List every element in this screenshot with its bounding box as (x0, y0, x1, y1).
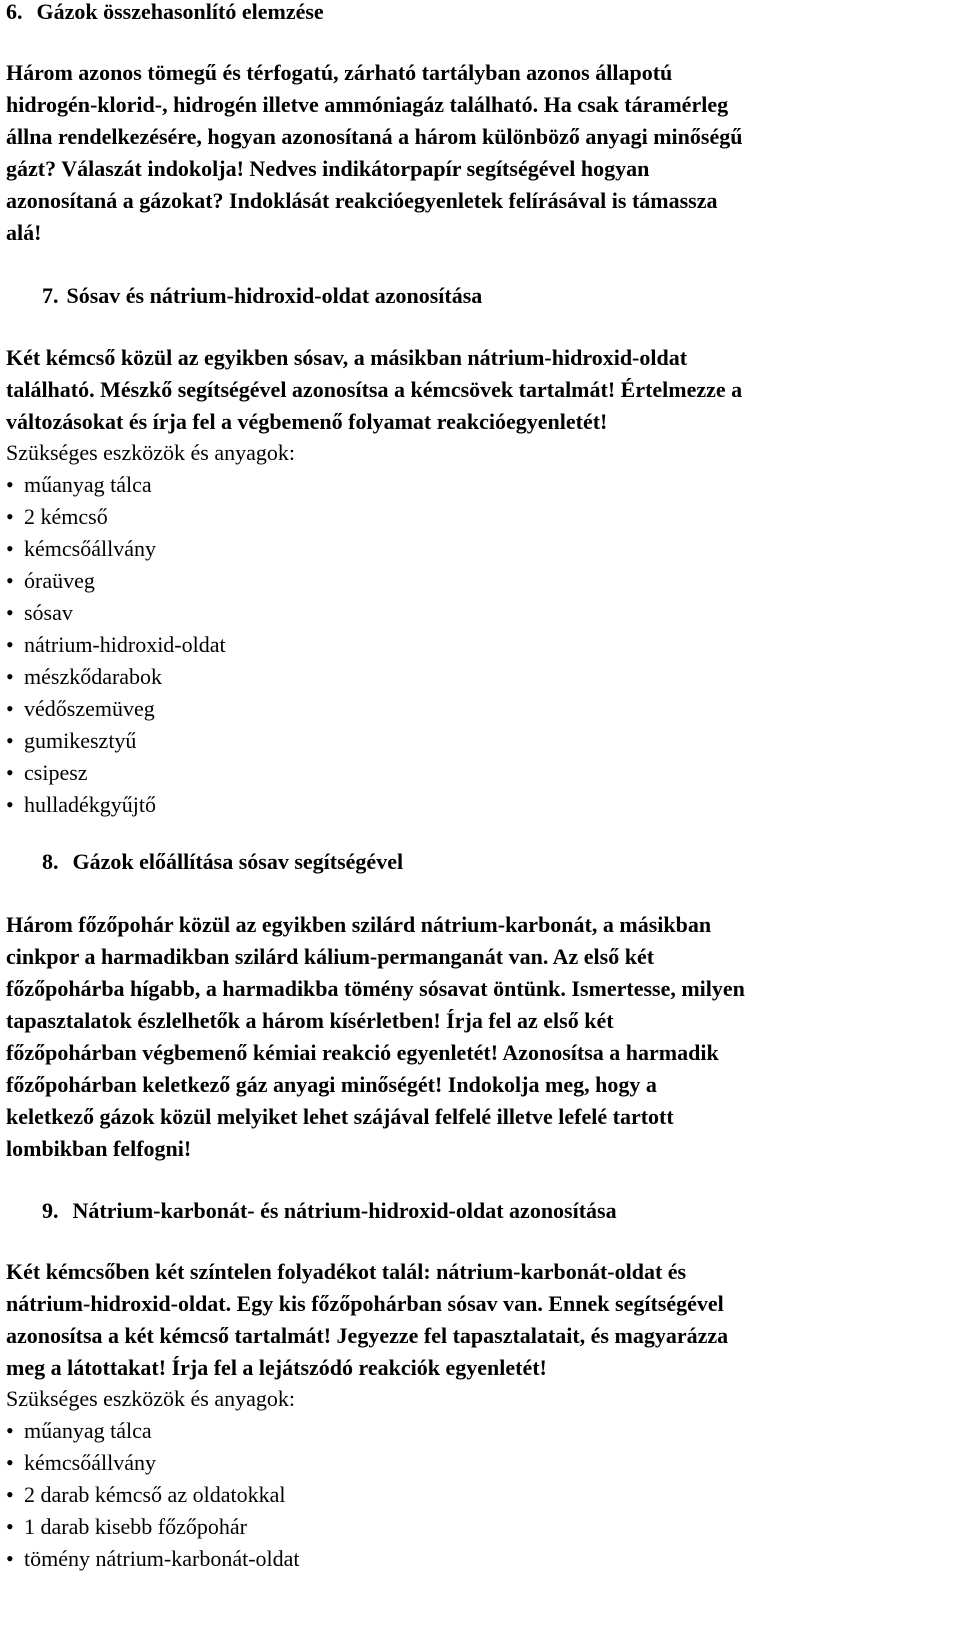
equipment-item: • 2 darab kémcső az oldatokkal (6, 1479, 285, 1511)
paragraph-line: cinkpor a harmadikban szilárd kálium-permanganát van. Az első két (6, 944, 655, 969)
section-title: Nátrium-karbonát- és nátrium-hidroxid-oldat azonosítása (72, 1198, 617, 1223)
equipment-item: • 2 kémcső (6, 501, 108, 533)
paragraph-line: Két kémcső közül az egyikben sósav, a másikban nátrium-hidroxid-oldat (6, 345, 688, 370)
section-6-heading (6, 0, 324, 28)
equipment-item: • mészkődarabok (6, 661, 162, 693)
bullet-icon: • (6, 632, 14, 657)
section-9-heading (42, 1195, 617, 1227)
paragraph-line: nátrium-hidroxid-oldat. Egy kis főzőpohárban sósav van. Ennek segítségével (6, 1291, 724, 1316)
paragraph-line: Három főzőpohár közül az egyikben szilárd nátrium-karbonát, a másikban (6, 912, 712, 937)
section-number: 9. (42, 1198, 59, 1223)
paragraph-line: állna rendelkezésére, hogyan azonosítaná a három különböző anyagi minőségű (6, 124, 743, 149)
equipment-item: • gumikesztyű (6, 725, 136, 757)
paragraph-line: Két kémcsőben két színtelen folyadékot talál: nátrium-karbonát-oldat és (6, 1259, 687, 1284)
paragraph-line: változásokat és írja fel a végbemenő folyamat reakcióegyenletét! (6, 409, 608, 434)
paragraph-line: Három azonos tömegű és térfogatú, zárható tartályban azonos állapotú (6, 60, 673, 85)
equipment-item: • nátrium-hidroxid-oldat (6, 629, 226, 661)
bullet-icon: • (6, 504, 14, 529)
bullet-icon: • (6, 472, 14, 497)
equipment-item: • tömény nátrium-karbonát-oldat (6, 1543, 300, 1575)
equipment-item: • csipesz (6, 757, 88, 789)
equipment-item: • óraüveg (6, 565, 95, 597)
paragraph-line: tapasztalatok észlelhetők a három kísérletben! Írja fel az első két (6, 1008, 614, 1033)
equipment-item: • kémcsőállvány (6, 533, 156, 565)
paragraph-line: lombikban felfogni! (6, 1136, 192, 1161)
equipment-item: • 1 darab kisebb főzőpohár (6, 1511, 247, 1543)
bullet-icon: • (6, 536, 14, 561)
equipment-heading: Szükséges eszközök és anyagok: (6, 440, 295, 465)
paragraph-line: főzőpohárba hígabb, a harmadikba tömény sósavat öntünk. Ismertesse, milyen (6, 976, 745, 1001)
bullet-icon: • (6, 696, 14, 721)
paragraph-line: gázt? Válaszát indokolja! Nedves indikátorpapír segítségével hogyan (6, 156, 650, 181)
section-title: Gázok előállítása sósav segítségével (72, 849, 404, 874)
equipment-item: • műanyag tálca (6, 1415, 152, 1447)
paragraph-line: meg a látottakat! Írja fel a lejátszódó reakciók egyenletét! (6, 1355, 547, 1380)
equipment-item: • kémcsőállvány (6, 1447, 156, 1479)
paragraph-line: főzőpohárban végbemenő kémiai reakció egyenletét! Azonosítsa a harmadik (6, 1040, 719, 1065)
bullet-icon: • (6, 1450, 14, 1475)
section-number: 6. (6, 0, 23, 24)
bullet-icon: • (6, 568, 14, 593)
bullet-icon: • (6, 1418, 14, 1443)
section-title: Gázok összehasonlító elemzése (36, 0, 324, 24)
equipment-heading: Szükséges eszközök és anyagok: (6, 1386, 295, 1411)
section-title: Sósav és nátrium-hidroxid-oldat azonosítása (66, 283, 483, 308)
paragraph-line: alá! (6, 220, 42, 245)
section-8-heading (42, 846, 403, 878)
bullet-icon: • (6, 1482, 14, 1507)
bullet-icon: • (6, 1546, 14, 1571)
section-7-heading (42, 280, 482, 312)
equipment-item: • sósav (6, 597, 73, 629)
bullet-icon: • (6, 600, 14, 625)
bullet-icon: • (6, 792, 14, 817)
paragraph-line: azonosítsa a két kémcső tartalmát! Jegyezze fel tapasztalatait, és magyarázza (6, 1323, 729, 1348)
equipment-item: • hulladékgyűjtő (6, 789, 156, 821)
paragraph-line: található. Mészkő segítségével azonosítsa a kémcsövek tartalmát! Értelmezze a (6, 377, 743, 402)
bullet-icon: • (6, 728, 14, 753)
bullet-icon: • (6, 760, 14, 785)
section-number: 7. (42, 283, 59, 308)
equipment-item: • védőszemüveg (6, 693, 155, 725)
equipment-item: • műanyag tálca (6, 469, 152, 501)
bullet-icon: • (6, 1514, 14, 1539)
paragraph-line: hidrogén-klorid-, hidrogén illetve ammóniagáz található. Ha csak táramérleg (6, 92, 729, 117)
paragraph-line: főzőpohárban keletkező gáz anyagi minőségét! Indokolja meg, hogy a (6, 1072, 657, 1097)
section-number: 8. (42, 849, 59, 874)
bullet-icon: • (6, 664, 14, 689)
paragraph-line: azonosítaná a gázokat? Indoklását reakcióegyenletek felírásával is támassza (6, 188, 718, 213)
paragraph-line: keletkező gázok közül melyiket lehet szájával felfelé illetve lefelé tartott (6, 1104, 674, 1129)
